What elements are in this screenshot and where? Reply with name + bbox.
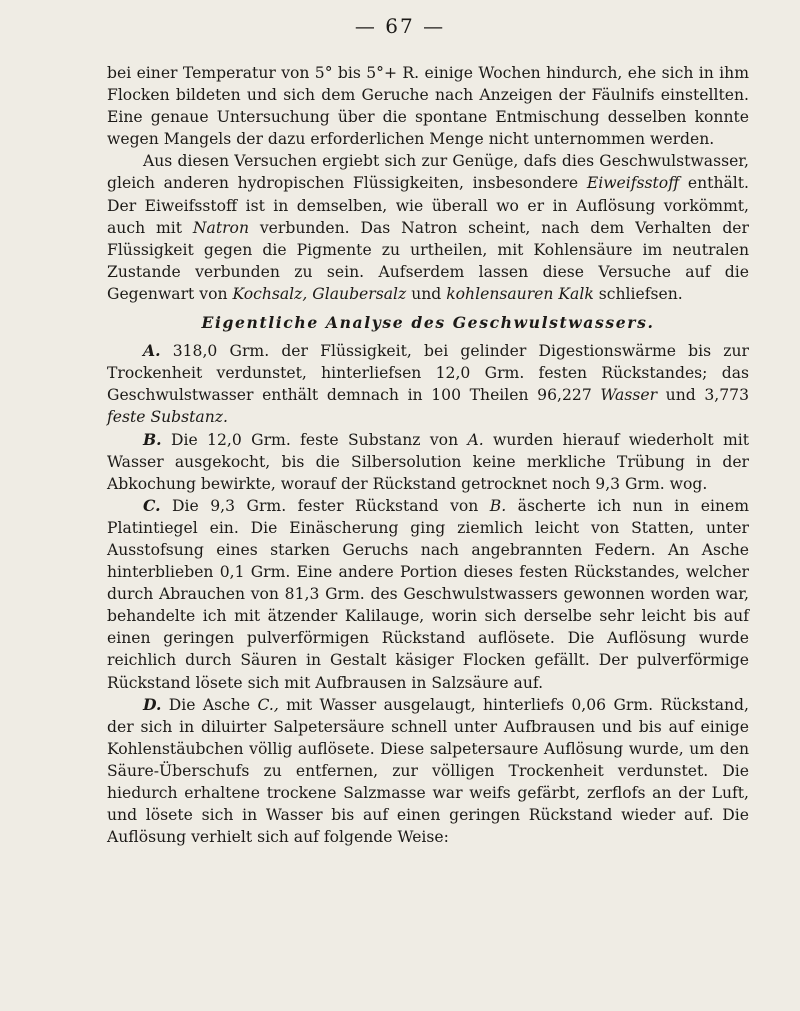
section-d-label: D. bbox=[143, 694, 162, 714]
section-d: D. Die Asche C., mit Wasser ausgelaugt, hinterliefs 0,06 Grm. Rückstand, der sich in diluirter Salpetersäure schnell unter Aufbrausen und bis auf einige Kohlenstäubchen völlig auflösete. Diese salpetersaure Auflösung wurde, um den Säure-Überschufs zu entfernen, zur völligen Trockenheit verdunstet. Die hiedurch erhaltene trockene Salzmasse war weifs gefärbt, zerflofs an der Luft, und lösete sich in Wasser bis auf einen geringen Rückstand wieder auf. Die Auflösung verhielt sich auf folgende Weise: bbox=[107, 694, 749, 847]
section-a: A. 318,0 Grm. der Flüssigkeit, bei gelinder Digestionswärme bis zur Trockenheit verdunstet, hinterliefsen 12,0 Grm. festen Rückstandes; das Geschwulstwasser enthält demnach in 100 Theilen 96,227 Wasser und 3,773 feste Substanz. bbox=[107, 341, 749, 427]
paragraph-conclusion: Aus diesen Versuchen ergiebt sich zur Genüge, dafs dies Geschwulstwasser, gleich anderen hydropischen Flüssigkeiten, insbesondere Eiweifsstoff enthält. Der Eiweifsstoff ist in demselben, wie überall wo er in Auflösung vorkömmt, auch mit Natron verbunden. Das Natron scheint, nach dem Verhalten der Flüssigkeit gegen die Pigmente zu urtheilen, mit Kohlensäure im neutralen Zustande verbunden zu sein. Aufserdem lassen diese Versuche auf die Gegenwart von Kochsalz, Glaubersalz und kohlensauren Kalk schliefsen. bbox=[107, 152, 750, 303]
section-c-label: C. bbox=[143, 495, 161, 515]
paragraph-continuation: bei einer Temperatur von 5° bis 5°+ R. einige Wochen hindurch, ehe sich in ihm Flocken bildeten und sich dem Geruche nach Anzeigen der Fäulnifs einstellten. Eine genaue Untersuchung über die spontane Entmischung desselben konnte wegen Mangels der dazu erforderlichen Menge nicht unternommen werden. bbox=[107, 64, 749, 149]
body-text bbox=[107, 62, 749, 848]
section-b-label: B. bbox=[143, 429, 162, 449]
section-b: B. Die 12,0 Grm. feste Substanz von A. wurden hierauf wiederholt mit Wasser ausgekocht, bis die Silbersolution keine merkliche Trübung in der Abkochung bewirkte, worauf der Rückstand getrocknet noch 9,3 Grm. wog. bbox=[107, 429, 750, 493]
page-number: — 67 — bbox=[354, 14, 446, 38]
section-a-label: A. bbox=[143, 341, 161, 361]
term-eiweifsstoff: Eiweifsstoff bbox=[586, 174, 680, 193]
term-natron: Natron bbox=[192, 218, 249, 237]
term-salts: Kochsalz, Glaubersalz bbox=[232, 284, 407, 303]
section-heading: Eigentliche Analyse des Geschwulstwassers. bbox=[201, 313, 655, 333]
term-kalk: kohlensauren Kalk bbox=[446, 284, 594, 303]
section-c: C. Die 9,3 Grm. fester Rückstand von B. äscherte ich nun in einem Platintiegel ein. Die Einäscherung ging ziemlich leicht von Statten, unter Ausstofsung eines starken Geruchs nach angebrannten Federn. An Asche hinterblieben 0,1 Grm. Eine andere Portion dieses festen Rückstandes, welcher durch Abrauchen von 81,3 Grm. des Geschwulstwassers gewonnen worden war, behandelte ich mit ätzender Kalilauge, worin sich derselbe sehr leicht bis auf einen geringen pulverförmigen Rückstand auflösete. Die Auflösung wurde reichlich durch Säuren in Gestalt käsiger Flocken gefällt. Der pulverförmige Rückstand lösete sich mit Aufbrausen in Salzsäure auf. bbox=[107, 495, 749, 692]
